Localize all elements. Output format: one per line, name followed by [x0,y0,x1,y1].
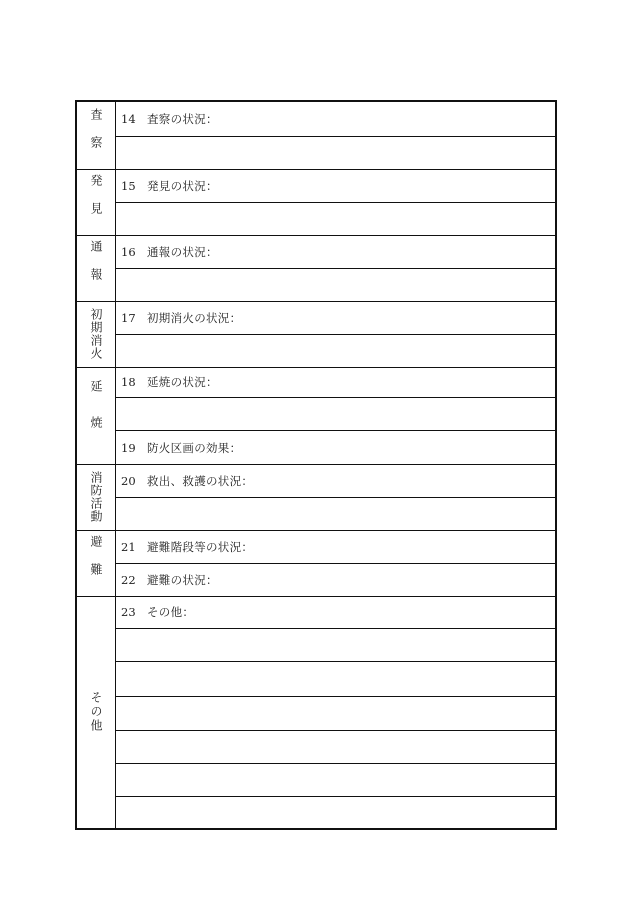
section-label [77,102,116,169]
section-label-text: 通報 [89,240,103,296]
field-row-16[interactable] [115,235,555,268]
item-label: 通報の状況： [147,244,218,259]
item-label: 延焼の状況： [147,375,218,389]
item-label: その他： [147,605,195,619]
field-row-19[interactable] [115,430,555,464]
item-number: 16 [121,244,136,259]
field-row-blank[interactable] [115,661,555,696]
section-label [77,464,116,530]
item-number: 20 [121,473,136,488]
section-discovery [77,169,555,236]
field-row-blank[interactable] [115,730,555,763]
field-row-15[interactable] [115,169,555,202]
field-row-21[interactable] [115,530,555,563]
field-row-blank[interactable] [115,268,555,301]
field-row-blank[interactable] [115,334,555,367]
section-label-text: 発見 [89,174,103,230]
section-label [77,596,116,828]
item-number: 17 [121,310,136,325]
section-fire-spread [77,367,555,465]
section-firefighting-activity [77,464,555,531]
section-label [77,301,116,367]
section-label [77,169,116,235]
section-initial-extinguishing [77,301,555,368]
field-row-blank[interactable] [115,397,555,430]
section-label-text: 延焼 [89,379,103,452]
item-number: 21 [121,539,136,554]
item-label: 発見の状況： [147,178,218,193]
field-row-18[interactable] [115,367,555,397]
field-row-blank[interactable] [115,202,555,235]
item-label: 初期消火の状況： [147,310,242,325]
section-label-text: 査察 [89,107,103,164]
section-label-text: 初期消火 [89,308,103,360]
field-row-17[interactable] [115,301,555,334]
section-label [77,367,116,464]
section-label [77,235,116,301]
item-number: 14 [121,112,136,126]
section-evacuation [77,530,555,597]
field-row-blank[interactable] [115,796,555,828]
section-label-text: その他 [89,691,103,733]
item-number: 19 [121,440,136,455]
section-report [77,235,555,302]
section-inspection [77,102,555,170]
item-label: 救出、救護の状況： [147,473,254,488]
item-label: 査察の状況： [147,112,218,126]
section-label-text: 避難 [89,535,103,591]
item-label: 防火区画の効果： [147,440,242,455]
field-row-blank[interactable] [115,628,555,661]
field-row-blank[interactable] [115,136,555,169]
field-row-blank[interactable] [115,497,555,530]
field-row-blank[interactable] [115,763,555,796]
section-other [77,596,555,828]
section-label-text: 消防活動 [89,471,103,523]
item-number: 22 [121,573,136,587]
field-row-22[interactable] [115,563,555,596]
item-label: 避難階段等の状況： [147,539,254,554]
section-label [77,530,116,596]
item-number: 18 [121,375,136,389]
item-number: 23 [121,605,136,619]
item-number: 15 [121,178,136,193]
field-row-23[interactable] [115,596,555,628]
item-label: 避難の状況： [147,573,218,587]
fire-investigation-form [75,100,557,830]
field-row-blank[interactable] [115,696,555,730]
field-row-14[interactable] [115,102,555,136]
field-row-20[interactable] [115,464,555,497]
